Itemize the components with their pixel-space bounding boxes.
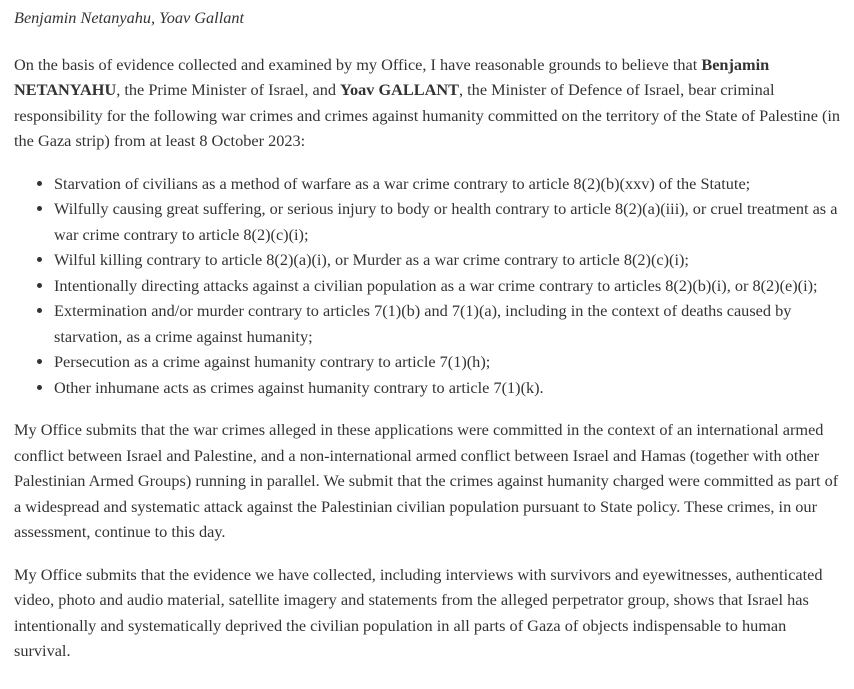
list-item: • Intentionally directing attacks against a civilian population as a war crime contrary to articles 8(2)(b)(i), or 8(2)(e)(i); — [54, 273, 844, 299]
intro-text-2: , the Prime Minister of Israel, and — [116, 80, 341, 99]
accused-name-2: Yoav GALLANT — [340, 80, 460, 99]
crimes-list — [14, 171, 844, 401]
section-heading: Benjamin Netanyahu, Yoav Gallant — [14, 8, 245, 27]
accused-name-1: Benjamin NETANYAHU — [14, 54, 770, 99]
list-item: • Wilfully causing great suffering, or serious injury to body or health contrary to article 8(2)(a)(iii), or cruel treatment as a war crime contrary to article 8(2)(c)(i); — [54, 196, 844, 247]
list-item: • Persecution as a crime against humanity contrary to article 7(1)(h); — [54, 349, 844, 375]
list-item: • Wilful killing contrary to article 8(2)(a)(i), or Murder as a war crime contrary to article 8(2)(c)(i); — [54, 247, 844, 273]
intro-text-3: , the Minister of Defence of Israel, bear criminal responsibility for the following war crimes and crimes against humanity committed on the territory of the State of Palestine (in the Gaza strip) from at least 8 October 2023: — [14, 80, 841, 150]
list-item: • Starvation of civilians as a method of warfare as a war crime contrary to article 8(2)(b)(xxv) of the Statute; — [54, 171, 844, 197]
list-item: • Extermination and/or murder contrary to articles 7(1)(b) and 7(1)(a), including in the context of deaths caused by starvation, as a crime against humanity; — [54, 298, 844, 349]
list-item: • Other inhumane acts as crimes against humanity contrary to article 7(1)(k). — [54, 375, 844, 401]
evidence-paragraph: My Office submits that the evidence we have collected, including interviews with survivors and eyewitnesses, authenticated video, photo and audio material, satellite imagery and statements from the alleged perpetrator group, shows that Israel has intentionally and systematically deprived the civilian population in all parts of Gaza of objects indispensable to human survival. — [14, 564, 823, 660]
intro-text-1: On the basis of evidence collected and examined by my Office, I have reasonable grounds to believe that — [14, 54, 702, 74]
article-body — [14, 5, 844, 681]
intro-paragraph — [14, 52, 844, 154]
context-paragraph: My Office submits that the war crimes alleged in these applications were committed in the context of an international armed conflict between Israel and Palestine, and a non-international armed conflict between Israel and Hamas (together with other Palestinian Armed Groups) running in parallel. We submit that the crimes against humanity charged were committed as part of a widespread and systematic attack against the Palestinian civilian population pursuant to State policy. These crimes, in our assessment, continue to this day. — [14, 420, 839, 541]
